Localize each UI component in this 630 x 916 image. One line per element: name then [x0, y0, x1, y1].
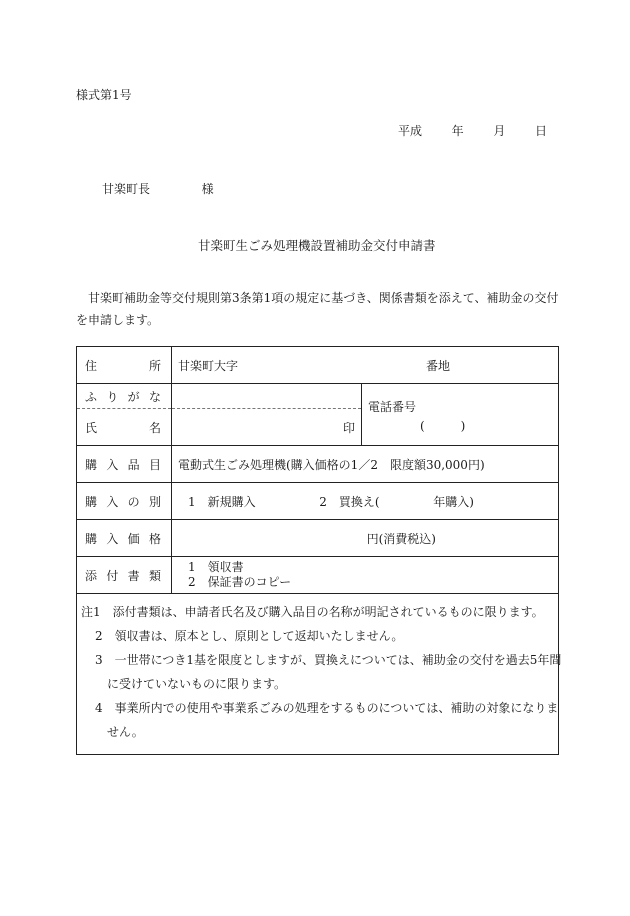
row-price [77, 520, 559, 557]
phone-label: 電話番号 [368, 400, 417, 414]
furigana-label: ふ り が な [77, 384, 172, 409]
item-value: 電動式生ごみ処理機(購入価格の1／2 限度額30,000円) [172, 446, 559, 483]
intro-paragraph [76, 287, 560, 331]
attachments-list [172, 557, 559, 594]
addressee: 甘楽町長 [102, 182, 151, 196]
item-label: 購 入 品 目 [77, 446, 172, 483]
phone-field[interactable] [362, 384, 559, 446]
name-label: 氏 名 [77, 409, 172, 446]
date-year: 年 [451, 124, 464, 138]
date-day: 日 [535, 124, 548, 138]
addressee-line [102, 180, 214, 197]
address-prefix: 甘楽町大字 [178, 358, 239, 373]
row-attachments [77, 557, 559, 594]
row-furigana [77, 384, 559, 409]
attachment-receipt: 1 領収書 [188, 560, 244, 574]
purchase-type-field[interactable] [172, 483, 559, 520]
intro-line-1: 甘楽町補助金等交付規則第3条第1項の規定に基づき、関係書類を添えて、補助金の交付 [88, 291, 559, 305]
address-label: 住 所 [77, 347, 172, 384]
option-replacement: 2 買換え( [319, 494, 380, 509]
row-address [77, 347, 559, 384]
address-suffix: 番地 [425, 358, 450, 373]
note-1: 注1 添付書類は、申請者氏名及び購入品目の名称が明記されているものに限ります。 [81, 605, 544, 619]
note-4-continued: せん。 [107, 725, 144, 739]
note-3: 3 一世帯につき1基を限度としますが、買換えについては、補助金の交付を過去5年間 [95, 653, 562, 667]
intro-line-2: を申請します。 [76, 313, 160, 327]
price-unit: 円(消費税込) [366, 531, 436, 546]
date-month: 月 [493, 124, 506, 138]
note-4: 4 事業所内での使用や事業系ごみの処理をするものについては、補助の対象になりま [95, 701, 559, 715]
price-label: 購 入 価 格 [77, 520, 172, 557]
note-3-continued: に受けていないものに限ります。 [107, 677, 287, 691]
price-field[interactable] [172, 520, 559, 557]
note-2: 2 領収書は、原本とし、原則として返却いたしません。 [95, 629, 404, 643]
seal-mark: 印 [342, 420, 355, 435]
row-item [77, 446, 559, 483]
page-title: 甘楽町生ごみ処理機設置補助金交付申請書 [198, 238, 436, 253]
name-field[interactable] [172, 409, 362, 446]
furigana-field[interactable] [172, 384, 362, 409]
form-number: 様式第1号 [76, 88, 132, 102]
phone-paren: ( ) [420, 419, 466, 433]
row-notes [77, 594, 559, 755]
date-line [398, 122, 547, 139]
address-field[interactable] [172, 347, 559, 384]
attachments-label: 添 付 書 類 [77, 557, 172, 594]
notes-section [77, 594, 562, 755]
honorific: 様 [201, 182, 214, 196]
row-purchase-type [77, 483, 559, 520]
application-table [76, 346, 562, 755]
replacement-year: 年購入) [433, 494, 474, 509]
purchase-type-label: 購 入 の 別 [77, 483, 172, 520]
date-era: 平成 [398, 124, 423, 138]
option-new-purchase: 1 新規購入 [188, 494, 256, 509]
attachment-warranty-copy: 2 保証書のコピー [188, 575, 292, 589]
